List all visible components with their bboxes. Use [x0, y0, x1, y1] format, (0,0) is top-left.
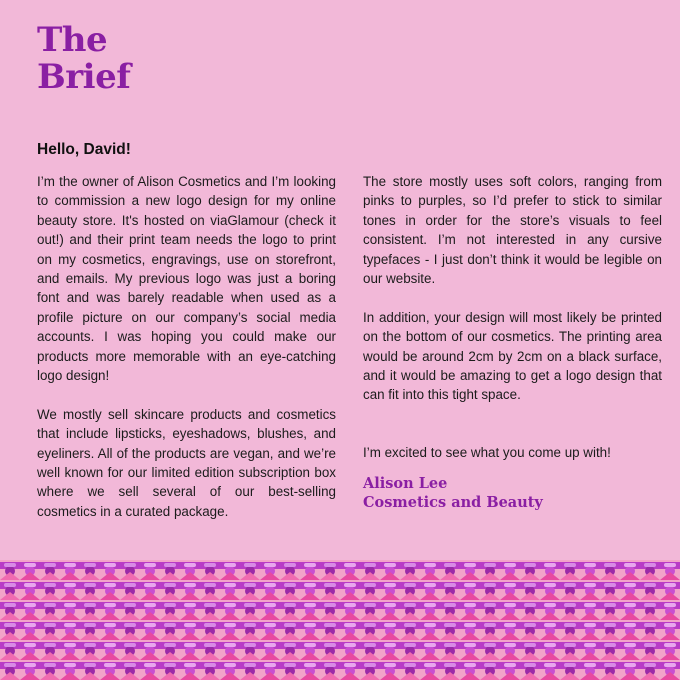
right-paragraph-2: In addition, your design will most likely be printed on the bottom of our cosmetics. The printing area would be around 2cm by 2cm on a black surface, and it would be amazing to get a logo design that can fit into this tight space. — [363, 309, 662, 403]
signature-name: Alison Lee — [363, 475, 448, 493]
pink-purple-geometric-pattern-icon — [0, 560, 680, 680]
title-line-2: Brief — [37, 57, 131, 97]
left-paragraph-2: We mostly sell skincare products and cosmetics that include lipsticks, eyeshadows, blushes, and eyeliners. All of the products are vegan, and we’re well known for our limited edition subscription box where we sell several of our best-selling cosmetics in a curated package. — [37, 406, 336, 519]
letter-left-column — [37, 172, 336, 521]
page-title — [37, 22, 130, 96]
right-paragraph-1: The store mostly uses soft colors, ranging from pinks to purples, so I’d prefer to stick to similar tones in order for the store’s visuals to feel consistent. I’m not interested in any cursive typefaces - I just don’t think it would be legible on our website. — [363, 174, 662, 287]
signature-company: Cosmetics and Beauty — [363, 494, 543, 512]
title-line-1: The — [37, 20, 108, 60]
letter-right-column — [363, 172, 662, 512]
letter-greeting: Hello, David! — [37, 141, 131, 158]
letter-closing: I’m excited to see what you come up with! — [363, 444, 611, 460]
decorative-pattern-band — [0, 560, 680, 680]
left-paragraph-1: I’m the owner of Alison Cosmetics and I’m looking to commission a new logo design for my online beauty store. It's hosted on viaGlamour (check it out!) and their print team needs the logo to print on my cosmetics, engravings, use on storefront, and emails. My previous logo was just a boring font and was barely readable when used as a profile picture on our company’s social media accounts. I was hoping you could make our products more memorable with an eye-catching logo design! — [37, 174, 336, 384]
signature — [363, 474, 662, 512]
